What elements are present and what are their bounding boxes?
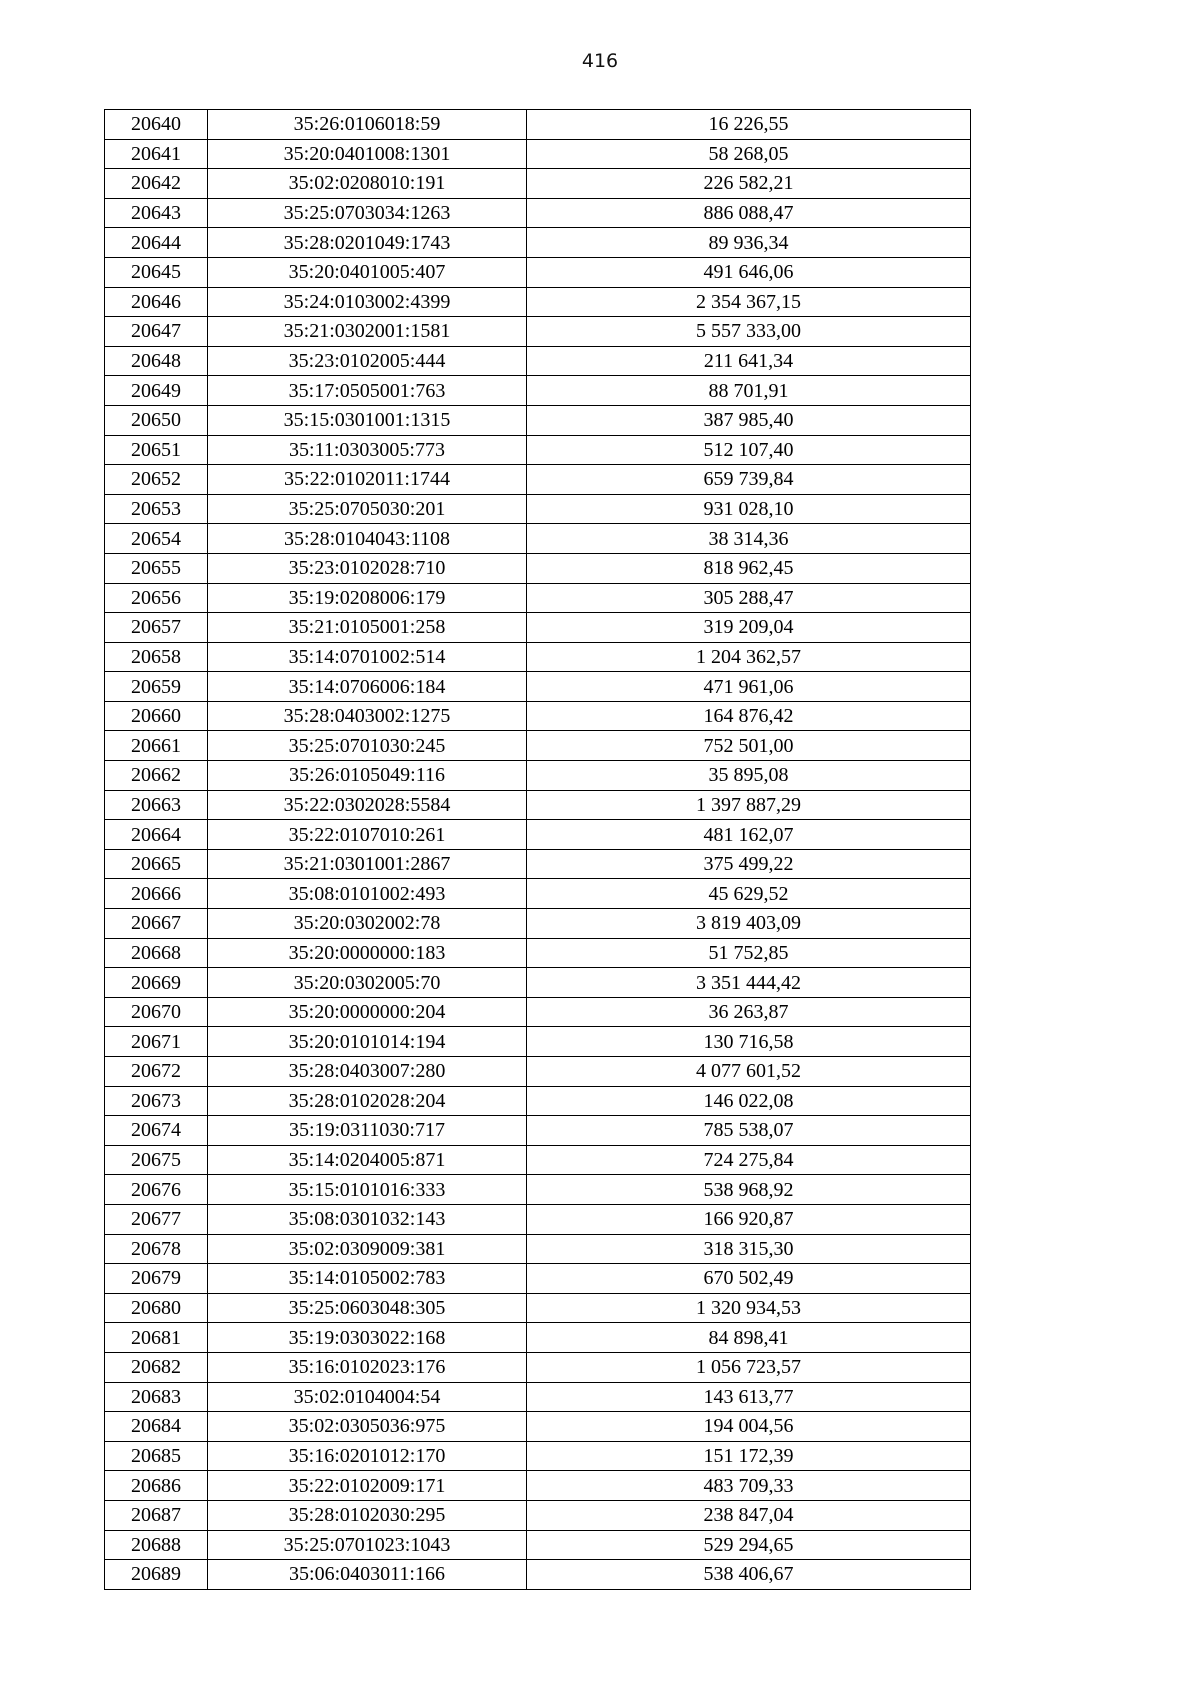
table-row xyxy=(105,317,971,347)
cadastral-value-cell: 51 752,85 xyxy=(527,938,971,968)
row-number-cell: 20674 xyxy=(105,1116,208,1146)
cadastral-number-cell: 35:21:0302001:1581 xyxy=(208,317,527,347)
cadastral-value-cell: 886 088,47 xyxy=(527,198,971,228)
cadastral-number-cell: 35:08:0101002:493 xyxy=(208,879,527,909)
cadastral-number-cell: 35:02:0104004:54 xyxy=(208,1382,527,1412)
cadastral-number-cell: 35:25:0703034:1263 xyxy=(208,198,527,228)
row-number-cell: 20659 xyxy=(105,672,208,702)
table-row xyxy=(105,1057,971,1087)
row-number-cell: 20642 xyxy=(105,169,208,199)
cadastral-number-cell: 35:02:0305036:975 xyxy=(208,1412,527,1442)
cadastral-number-cell: 35:23:0102028:710 xyxy=(208,553,527,583)
cadastral-value-cell: 45 629,52 xyxy=(527,879,971,909)
cadastral-value-cell: 35 895,08 xyxy=(527,761,971,791)
table-row xyxy=(105,494,971,524)
row-number-cell: 20685 xyxy=(105,1441,208,1471)
row-number-cell: 20665 xyxy=(105,849,208,879)
cadastral-value-cell: 483 709,33 xyxy=(527,1471,971,1501)
cadastral-value-cell: 491 646,06 xyxy=(527,257,971,287)
cadastral-value-cell: 3 351 444,42 xyxy=(527,968,971,998)
cadastral-value-cell: 538 406,67 xyxy=(527,1560,971,1590)
row-number-cell: 20644 xyxy=(105,228,208,258)
row-number-cell: 20669 xyxy=(105,968,208,998)
cadastral-number-cell: 35:22:0102011:1744 xyxy=(208,465,527,495)
cadastral-value-cell: 89 936,34 xyxy=(527,228,971,258)
row-number-cell: 20667 xyxy=(105,909,208,939)
table-row xyxy=(105,1234,971,1264)
table-row xyxy=(105,879,971,909)
table-row xyxy=(105,465,971,495)
table-row xyxy=(105,1352,971,1382)
row-number-cell: 20663 xyxy=(105,790,208,820)
row-number-cell: 20653 xyxy=(105,494,208,524)
table-row xyxy=(105,1027,971,1057)
cadastral-number-cell: 35:20:0101014:194 xyxy=(208,1027,527,1057)
cadastral-value-cell: 1 320 934,53 xyxy=(527,1293,971,1323)
cadastral-number-cell: 35:25:0705030:201 xyxy=(208,494,527,524)
cadastral-value-cell: 164 876,42 xyxy=(527,701,971,731)
table-row xyxy=(105,613,971,643)
table-row xyxy=(105,1441,971,1471)
cadastral-value-cell: 2 354 367,15 xyxy=(527,287,971,317)
table-row xyxy=(105,1145,971,1175)
cadastral-number-cell: 35:20:0302002:78 xyxy=(208,909,527,939)
cadastral-number-cell: 35:20:0000000:183 xyxy=(208,938,527,968)
cadastral-number-cell: 35:14:0701002:514 xyxy=(208,642,527,672)
table-row xyxy=(105,701,971,731)
table-row xyxy=(105,405,971,435)
cadastral-number-cell: 35:19:0208006:179 xyxy=(208,583,527,613)
cadastral-number-cell: 35:19:0303022:168 xyxy=(208,1323,527,1353)
cadastral-value-cell: 3 819 403,09 xyxy=(527,909,971,939)
table-row xyxy=(105,790,971,820)
cadastral-value-cell: 84 898,41 xyxy=(527,1323,971,1353)
cadastral-value-cell: 1 056 723,57 xyxy=(527,1352,971,1382)
cadastral-value-cell: 818 962,45 xyxy=(527,553,971,583)
cadastral-value-cell: 16 226,55 xyxy=(527,110,971,140)
row-number-cell: 20657 xyxy=(105,613,208,643)
table-row xyxy=(105,997,971,1027)
cadastral-number-cell: 35:15:0101016:333 xyxy=(208,1175,527,1205)
table-row xyxy=(105,1412,971,1442)
cadastral-value-cell: 670 502,49 xyxy=(527,1264,971,1294)
cadastral-number-cell: 35:16:0102023:176 xyxy=(208,1352,527,1382)
row-number-cell: 20650 xyxy=(105,405,208,435)
row-number-cell: 20688 xyxy=(105,1530,208,1560)
cadastral-number-cell: 35:14:0105002:783 xyxy=(208,1264,527,1294)
table-row xyxy=(105,110,971,140)
cadastral-value-cell: 211 641,34 xyxy=(527,346,971,376)
registry-table-body xyxy=(105,110,971,1590)
row-number-cell: 20677 xyxy=(105,1204,208,1234)
table-row xyxy=(105,1204,971,1234)
cadastral-value-cell: 36 263,87 xyxy=(527,997,971,1027)
table-row xyxy=(105,435,971,465)
table-row xyxy=(105,139,971,169)
cadastral-number-cell: 35:20:0401005:407 xyxy=(208,257,527,287)
table-row xyxy=(105,553,971,583)
cadastral-value-cell: 151 172,39 xyxy=(527,1441,971,1471)
page-number: 416 xyxy=(581,50,619,72)
row-number-cell: 20680 xyxy=(105,1293,208,1323)
cadastral-value-cell: 238 847,04 xyxy=(527,1500,971,1530)
table-row xyxy=(105,1530,971,1560)
cadastral-number-cell: 35:17:0505001:763 xyxy=(208,376,527,406)
row-number-cell: 20666 xyxy=(105,879,208,909)
table-row xyxy=(105,1500,971,1530)
cadastral-number-cell: 35:11:0303005:773 xyxy=(208,435,527,465)
cadastral-value-cell: 58 268,05 xyxy=(527,139,971,169)
cadastral-value-cell: 38 314,36 xyxy=(527,524,971,554)
cadastral-number-cell: 35:28:0403002:1275 xyxy=(208,701,527,731)
row-number-cell: 20679 xyxy=(105,1264,208,1294)
cadastral-value-cell: 752 501,00 xyxy=(527,731,971,761)
row-number-cell: 20658 xyxy=(105,642,208,672)
cadastral-number-cell: 35:28:0201049:1743 xyxy=(208,228,527,258)
table-row xyxy=(105,731,971,761)
row-number-cell: 20681 xyxy=(105,1323,208,1353)
cadastral-value-cell: 226 582,21 xyxy=(527,169,971,199)
row-number-cell: 20660 xyxy=(105,701,208,731)
cadastral-number-cell: 35:16:0201012:170 xyxy=(208,1441,527,1471)
cadastral-value-cell: 375 499,22 xyxy=(527,849,971,879)
table-row xyxy=(105,228,971,258)
cadastral-value-cell: 130 716,58 xyxy=(527,1027,971,1057)
cadastral-value-cell: 88 701,91 xyxy=(527,376,971,406)
cadastral-value-cell: 538 968,92 xyxy=(527,1175,971,1205)
cadastral-value-cell: 5 557 333,00 xyxy=(527,317,971,347)
row-number-cell: 20646 xyxy=(105,287,208,317)
row-number-cell: 20654 xyxy=(105,524,208,554)
cadastral-value-cell: 305 288,47 xyxy=(527,583,971,613)
row-number-cell: 20656 xyxy=(105,583,208,613)
row-number-cell: 20684 xyxy=(105,1412,208,1442)
table-row xyxy=(105,820,971,850)
row-number-cell: 20643 xyxy=(105,198,208,228)
table-row xyxy=(105,968,971,998)
cadastral-number-cell: 35:26:0106018:59 xyxy=(208,110,527,140)
row-number-cell: 20655 xyxy=(105,553,208,583)
table-row xyxy=(105,583,971,613)
row-number-cell: 20661 xyxy=(105,731,208,761)
cadastral-value-cell: 785 538,07 xyxy=(527,1116,971,1146)
cadastral-value-cell: 319 209,04 xyxy=(527,613,971,643)
row-number-cell: 20640 xyxy=(105,110,208,140)
table-row xyxy=(105,1086,971,1116)
table-row xyxy=(105,346,971,376)
cadastral-number-cell: 35:25:0603048:305 xyxy=(208,1293,527,1323)
row-number-cell: 20648 xyxy=(105,346,208,376)
table-row xyxy=(105,761,971,791)
row-number-cell: 20676 xyxy=(105,1175,208,1205)
table-row xyxy=(105,524,971,554)
row-number-cell: 20645 xyxy=(105,257,208,287)
cadastral-number-cell: 35:23:0102005:444 xyxy=(208,346,527,376)
table-row xyxy=(105,1471,971,1501)
cadastral-number-cell: 35:08:0301032:143 xyxy=(208,1204,527,1234)
row-number-cell: 20652 xyxy=(105,465,208,495)
table-row xyxy=(105,1264,971,1294)
cadastral-number-cell: 35:24:0103002:4399 xyxy=(208,287,527,317)
cadastral-value-cell: 194 004,56 xyxy=(527,1412,971,1442)
table-row xyxy=(105,376,971,406)
registry-table xyxy=(104,109,971,1590)
cadastral-number-cell: 35:21:0301001:2867 xyxy=(208,849,527,879)
cadastral-number-cell: 35:02:0208010:191 xyxy=(208,169,527,199)
cadastral-number-cell: 35:20:0000000:204 xyxy=(208,997,527,1027)
table-row xyxy=(105,1175,971,1205)
cadastral-number-cell: 35:25:0701030:245 xyxy=(208,731,527,761)
cadastral-number-cell: 35:20:0302005:70 xyxy=(208,968,527,998)
cadastral-number-cell: 35:28:0102030:295 xyxy=(208,1500,527,1530)
row-number-cell: 20675 xyxy=(105,1145,208,1175)
cadastral-value-cell: 1 397 887,29 xyxy=(527,790,971,820)
row-number-cell: 20641 xyxy=(105,139,208,169)
table-row xyxy=(105,169,971,199)
cadastral-value-cell: 166 920,87 xyxy=(527,1204,971,1234)
row-number-cell: 20683 xyxy=(105,1382,208,1412)
table-row xyxy=(105,672,971,702)
table-row xyxy=(105,1382,971,1412)
cadastral-number-cell: 35:25:0701023:1043 xyxy=(208,1530,527,1560)
row-number-cell: 20689 xyxy=(105,1560,208,1590)
row-number-cell: 20647 xyxy=(105,317,208,347)
row-number-cell: 20651 xyxy=(105,435,208,465)
row-number-cell: 20671 xyxy=(105,1027,208,1057)
table-row xyxy=(105,287,971,317)
cadastral-number-cell: 35:22:0102009:171 xyxy=(208,1471,527,1501)
cadastral-number-cell: 35:20:0401008:1301 xyxy=(208,139,527,169)
cadastral-value-cell: 481 162,07 xyxy=(527,820,971,850)
cadastral-number-cell: 35:21:0105001:258 xyxy=(208,613,527,643)
cadastral-number-cell: 35:19:0311030:717 xyxy=(208,1116,527,1146)
row-number-cell: 20687 xyxy=(105,1500,208,1530)
row-number-cell: 20670 xyxy=(105,997,208,1027)
cadastral-value-cell: 724 275,84 xyxy=(527,1145,971,1175)
table-row xyxy=(105,257,971,287)
row-number-cell: 20682 xyxy=(105,1352,208,1382)
row-number-cell: 20664 xyxy=(105,820,208,850)
cadastral-number-cell: 35:22:0302028:5584 xyxy=(208,790,527,820)
cadastral-value-cell: 471 961,06 xyxy=(527,672,971,702)
cadastral-number-cell: 35:14:0204005:871 xyxy=(208,1145,527,1175)
cadastral-value-cell: 143 613,77 xyxy=(527,1382,971,1412)
row-number-cell: 20672 xyxy=(105,1057,208,1087)
row-number-cell: 20678 xyxy=(105,1234,208,1264)
cadastral-number-cell: 35:28:0104043:1108 xyxy=(208,524,527,554)
table-row xyxy=(105,1560,971,1590)
cadastral-value-cell: 4 077 601,52 xyxy=(527,1057,971,1087)
table-row xyxy=(105,1323,971,1353)
cadastral-value-cell: 512 107,40 xyxy=(527,435,971,465)
row-number-cell: 20686 xyxy=(105,1471,208,1501)
table-row xyxy=(105,938,971,968)
cadastral-value-cell: 387 985,40 xyxy=(527,405,971,435)
row-number-cell: 20668 xyxy=(105,938,208,968)
row-number-cell: 20673 xyxy=(105,1086,208,1116)
cadastral-number-cell: 35:06:0403011:166 xyxy=(208,1560,527,1590)
table-row xyxy=(105,198,971,228)
table-row xyxy=(105,909,971,939)
cadastral-value-cell: 146 022,08 xyxy=(527,1086,971,1116)
cadastral-number-cell: 35:26:0105049:116 xyxy=(208,761,527,791)
row-number-cell: 20662 xyxy=(105,761,208,791)
cadastral-value-cell: 1 204 362,57 xyxy=(527,642,971,672)
row-number-cell: 20649 xyxy=(105,376,208,406)
table-row xyxy=(105,642,971,672)
cadastral-value-cell: 529 294,65 xyxy=(527,1530,971,1560)
cadastral-number-cell: 35:02:0309009:381 xyxy=(208,1234,527,1264)
cadastral-value-cell: 931 028,10 xyxy=(527,494,971,524)
cadastral-value-cell: 318 315,30 xyxy=(527,1234,971,1264)
cadastral-number-cell: 35:14:0706006:184 xyxy=(208,672,527,702)
cadastral-number-cell: 35:28:0403007:280 xyxy=(208,1057,527,1087)
table-row xyxy=(105,1116,971,1146)
cadastral-value-cell: 659 739,84 xyxy=(527,465,971,495)
cadastral-number-cell: 35:28:0102028:204 xyxy=(208,1086,527,1116)
table-row xyxy=(105,1293,971,1323)
cadastral-number-cell: 35:15:0301001:1315 xyxy=(208,405,527,435)
table-row xyxy=(105,849,971,879)
cadastral-number-cell: 35:22:0107010:261 xyxy=(208,820,527,850)
